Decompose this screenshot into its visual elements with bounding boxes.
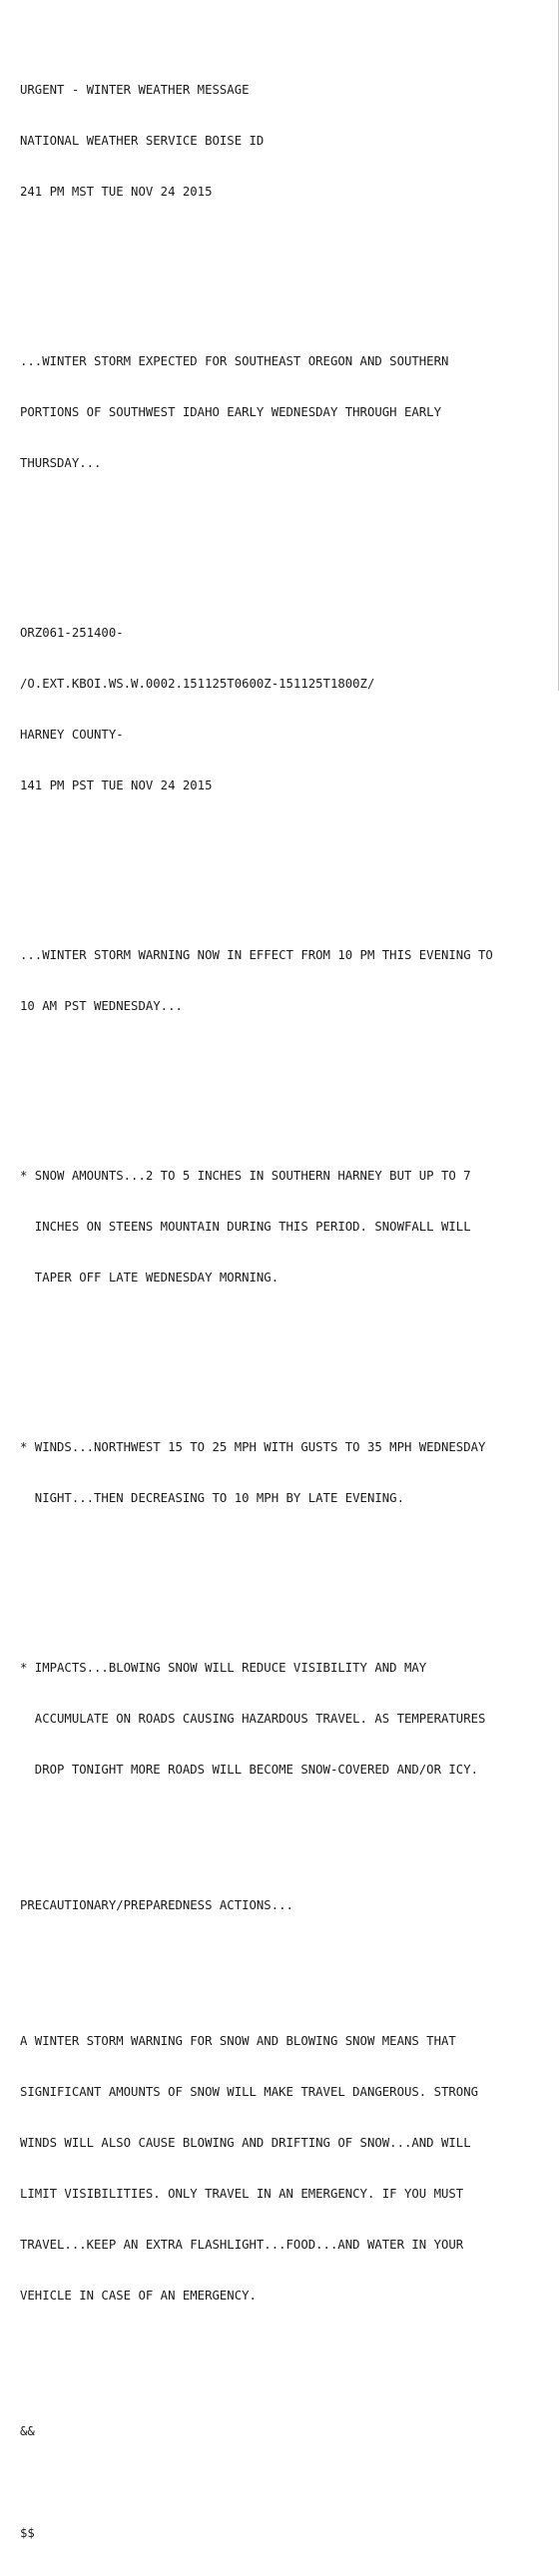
warning-line: 10 AM PST WEDNESDAY...	[20, 999, 183, 1013]
weather-message-text	[20, 14, 493, 2576]
impacts-bullet	[20, 1626, 493, 1812]
bullet-line: * SNOW AMOUNTS...2 TO 5 INCHES IN SOUTHERN HARNEY BUT UP TO 7	[20, 1169, 471, 1183]
warning-line: ...WINTER STORM WARNING NOW IN EFFECT FROM 10 PM THIS EVENING TO	[20, 948, 493, 962]
winds-bullet	[20, 1405, 493, 1541]
bullet-line: ACCUMULATE ON ROADS CAUSING HAZARDOUS TRAVEL. AS TEMPERATURES	[20, 1712, 486, 1726]
bullet-line: * IMPACTS...BLOWING SNOW WILL REDUCE VISIBILITY AND MAY	[20, 1661, 427, 1675]
snow-amounts-bullet	[20, 1134, 493, 1320]
zone-line: ORZ061-251400-	[20, 626, 124, 640]
precautions-paragraph	[20, 1999, 493, 2338]
header-line: URGENT - WINTER WEATHER MESSAGE	[20, 83, 250, 97]
precaution-line: TRAVEL...KEEP AN EXTRA FLASHLIGHT...FOOD...AND WATER IN YOUR	[20, 2238, 464, 2252]
product-end-marker: $$	[20, 2526, 35, 2540]
segment-end-marker: &&	[20, 2424, 35, 2438]
precautions-heading: PRECAUTIONARY/PREPAREDNESS ACTIONS...	[20, 1898, 293, 1912]
zone-line: /O.EXT.KBOI.WS.W.0002.151125T0600Z-151125T1800Z/	[20, 677, 375, 691]
message-headline	[20, 319, 493, 506]
precaution-line: A WINTER STORM WARNING FOR SNOW AND BLOWING SNOW MEANS THAT	[20, 2034, 456, 2048]
precaution-line: VEHICLE IN CASE OF AN EMERGENCY.	[20, 2289, 257, 2303]
headline-line: ...WINTER STORM EXPECTED FOR SOUTHEAST OREGON AND SOUTHERN	[20, 354, 449, 368]
bullet-line: TAPER OFF LATE WEDNESDAY MORNING.	[20, 1271, 280, 1285]
precaution-line: WINDS WILL ALSO CAUSE BLOWING AND DRIFTING OF SNOW...AND WILL	[20, 2136, 471, 2150]
message-header	[20, 48, 493, 235]
zone-line: 141 PM PST TUE NOV 24 2015	[20, 778, 213, 792]
precaution-line: SIGNIFICANT AMOUNTS OF SNOW WILL MAKE TRAVEL DANGEROUS. STRONG	[20, 2085, 479, 2099]
warning-headline	[20, 913, 493, 1049]
bullet-line: DROP TONIGHT MORE ROADS WILL BECOME SNOW-COVERED AND/OR ICY.	[20, 1763, 479, 1777]
zone-line: HARNEY COUNTY-	[20, 728, 124, 742]
bullet-line: INCHES ON STEENS MOUNTAIN DURING THIS PERIOD. SNOWFALL WILL	[20, 1220, 471, 1234]
header-line: 241 PM MST TUE NOV 24 2015	[20, 185, 213, 199]
headline-line: PORTIONS OF SOUTHWEST IDAHO EARLY WEDNESDAY THROUGH EARLY	[20, 405, 441, 419]
header-line: NATIONAL WEATHER SERVICE BOISE ID	[20, 134, 265, 148]
precaution-line: LIMIT VISIBILITIES. ONLY TRAVEL IN AN EMERGENCY. IF YOU MUST	[20, 2187, 464, 2201]
zone-block	[20, 591, 493, 828]
bullet-line: NIGHT...THEN DECREASING TO 10 MPH BY LATE EVENING.	[20, 1491, 404, 1505]
headline-line: THURSDAY...	[20, 456, 102, 470]
bullet-line: * WINDS...NORTHWEST 15 TO 25 MPH WITH GUSTS TO 35 MPH WEDNESDAY	[20, 1440, 486, 1454]
